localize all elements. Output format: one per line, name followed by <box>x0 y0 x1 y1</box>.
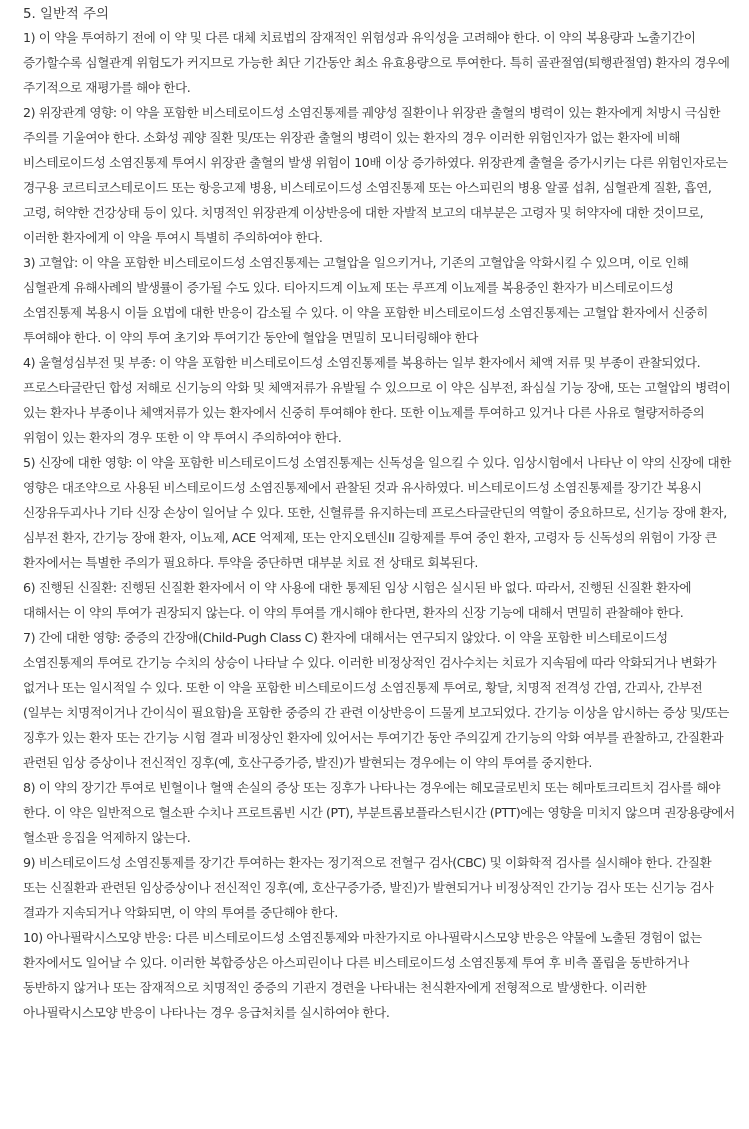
precaution-item-3: 3) 고혈압: 이 약을 포함한 비스테로이드성 소염진통제는 고혈압을 일으키거나, 기존의 고혈압을 악화시킬 수 있으며, 이로 인해 심혈관계 유해사례의 발생률이 증가될 수도 있다. 티아지드계 이뇨제 또는 루프계 이뇨제를 복용중인 환자가 비스테로이드성 소염진통제 복용시 이들 요법에 대한 반응이 감소될 수 있다. 이 약을 포함한 비스테로이드성 소염진통제는 고혈압 환자에서 신중히 투여해야 한다. 이 약의 투여 초기와 투여기간 동안에 혈압을 면밀히 모니터링해야 한다 <box>23 255 708 345</box>
section-heading: 5. 일반적 주의 <box>23 7 109 22</box>
precaution-item-2: 2) 위장관계 영향: 이 약을 포함한 비스테로이드성 소염진통제를 궤양성 질환이나 위장관 출혈의 병력이 있는 환자에게 처방시 극심한 주의를 기울여야 한다. 소화성 궤양 질환 및/또는 위장관 출혈의 병력이 있는 환자의 경우 이러한 위험인자가 없는 환자에 비해 비스테로이드성 소염진통제 투여시 위장관 출혈의 발생 위험이 10배 이상 증가하였다. 위장관계 출혈을 증가시키는 다른 위험인자로는 경구용 코르티코스테로이드 또는 항응고제 병용, 비스테로이드성 소염진통제 또는 아스피린의 병용 알콜 섭취, 심혈관계 질환, 흡연, 고령, 허약한 건강상태 등이 있다. 치명적인 위장관계 이상반응에 대한 자발적 보고의 대부분은 고령자 및 허약자에 대한 것이므로, 이러한 환자에게 이 약을 투여시 특별히 주의하여야 한다. <box>23 105 728 245</box>
precaution-item-4: 4) 울혈성심부전 및 부종: 이 약을 포함한 비스테로이드성 소염진통제를 복용하는 일부 환자에서 체액 저류 및 부종이 관찰되었다. 프로스타글란딘 합성 저해로 신기능의 악화 및 체액저류가 유발될 수 있으므로 이 약은 심부전, 좌심실 기능 장애, 또는 고혈압의 병력이 있는 환자나 부종이나 체액저류가 있는 환자에서 신중히 투여해야 한다. 또한 이뇨제를 투여하고 있거나 다른 사유로 혈량저하증의 위험이 있는 환자의 경우 또한 이 약 투여시 주의하여야 한다. <box>23 355 731 445</box>
precaution-item-8: 8) 이 약의 장기간 투여로 빈혈이나 혈액 손실의 증상 또는 징후가 나타나는 경우에는 헤모글로빈치 또는 헤마토크리트치 검사를 해야 한다. 이 약은 일반적으로 혈소판 수치나 프로트롬빈 시간 (PT), 부분트롬보플라스틴시간 (PTT)에는 영향을 미치지 않으며 권장용량에서 혈소판 응집을 억제하지 않는다. <box>23 780 735 845</box>
precaution-item-9: 9) 비스테로이드성 소염진통제를 장기간 투여하는 환자는 정기적으로 전혈구 검사(CBC) 및 이화학적 검사를 실시해야 한다. 간질환 또는 신질환과 관련된 임상증상이나 전신적인 징후(예, 호산구증가증, 발진)가 발현되거나 비정상적인 간기능 검사 또는 신기능 검사 결과가 지속되거나 악화되면, 이 약의 투여를 중단해야 한다. <box>23 855 714 920</box>
precaution-item-1: 1) 이 약을 투여하기 전에 이 약 및 다른 대체 치료법의 잠재적인 위험성과 유익성을 고려해야 한다. 이 약의 복용량과 노출기간이 증가할수록 심혈관계 위험도가 커지므로 가능한 최단 기간동안 최소 유효용량으로 투여한다. 특히 골관절염(퇴행관절염) 환자의 경우에 주기적으로 재평가를 해야 한다. <box>23 30 730 95</box>
precaution-item-5: 5) 신장에 대한 영향: 이 약을 포함한 비스테로이드성 소염진통제는 신독성을 일으킬 수 있다. 임상시험에서 나타난 이 약의 신장에 대한 영향은 대조약으로 사용된 비스테로이드성 소염진통제에서 관찰된 것과 유사하였다. 비스테로이드성 소염진통제를 장기간 복용시 신장유두괴사나 기타 신장 손상이 일어날 수 있다. 또한, 신혈류를 유지하는데 프로스타글란딘의 역할이 중요하므로, 신기능 장애 환자, 심부전 환자, 간기능 장애 환자, 이뇨제, ACE 억제제, 또는 안지오텐신II 길항제를 투여 중인 환자, 고령자 등 신독성의 위험이 가장 큰 환자에서는 특별한 주의가 필요하다. 투약을 중단하면 대부분 치료 전 상태로 회복된다. <box>23 455 732 570</box>
precaution-item-7: 7) 간에 대한 영향: 중증의 간장애(Child-Pugh Class C) 환자에 대해서는 연구되지 않았다. 이 약을 포함한 비스테로이드성 소염진통제의 투여로 간기능 수치의 상승이 나타날 수 있다. 이러한 비정상적인 검사수치는 치료가 지속됨에 따라 악화되거나 변화가 없거나 또는 일시적일 수 있다. 또한 이 약을 포함한 비스테로이드성 소염진통제 투여로, 황달, 치명적 전격성 간염, 간괴사, 간부전(일부는 치명적이거나 간이식이 필요함)을 포함한 중증의 간 관련 이상반응이 드물게 보고되었다. 간기능 이상을 암시하는 증상 및/또는 징후가 있는 환자 또는 간기능 시험 결과 비정상인 환자에 있어서는 투여기간 동안 주의깊게 간기능의 악화 여부를 관찰하고, 간질환과 관련된 임상 증상이나 전신적인 징후(예, 호산구증가증, 발진)가 발현되는 경우에는 이 약의 투여를 중지한다. <box>23 630 729 770</box>
precaution-item-10: 10) 아나필락시스모양 반응: 다른 비스테로이드성 소염진통제와 마찬가지로 아나필락시스모양 반응은 약물에 노출된 경험이 없는 환자에서도 일어날 수 있다. 이러한 복합증상은 아스피린이나 다른 비스테로이드성 소염진통제 투여 후 비측 폴립을 동반하거나 동반하지 않거나 또는 잠재적으로 치명적인 중증의 기관지 경련을 나타내는 천식환자에게 전형적으로 발생한다. 이러한 아나필락시스모양 반응이 나타나는 경우 응급처치를 실시하여야 한다. <box>23 930 702 1020</box>
precaution-item-6: 6) 진행된 신질환: 진행된 신질환 환자에서 이 약 사용에 대한 통제된 임상 시험은 실시된 바 없다. 따라서, 진행된 신질환 환자에 대해서는 이 약의 투여가 권장되지 않는다. 이 약의 투여를 개시해야 한다면, 환자의 신장 기능에 대해서 면밀히 관찰해야 한다. <box>23 580 692 620</box>
